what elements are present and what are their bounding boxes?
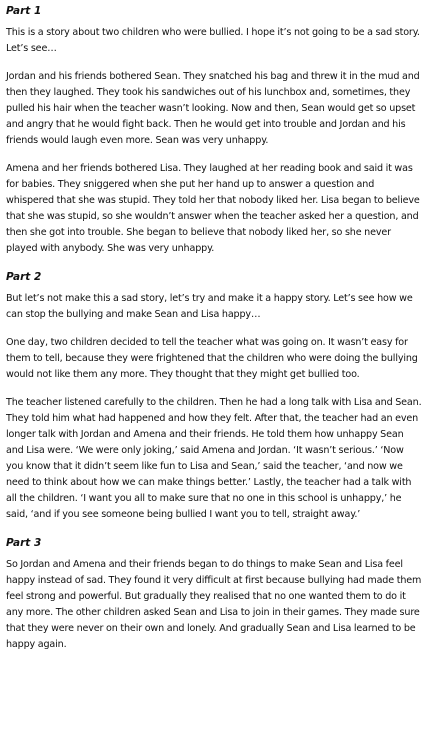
part-1-heading: Part 1 xyxy=(6,5,42,17)
part-3-paragraph-ending: So Jordan and Amena and their friends began to do things to make Sean and Lisa feel happy instead of sad. They found it very difficult at first because bullying had made them feel strong and powerful. But gradually they realised that no one wanted them to do it any more. The other children asked Sean and Lisa to join in their games. They made sure that they were never on their own and lonely. And gradually Sean and Lisa learned to be happy again. xyxy=(6,559,422,650)
part-2-heading: Part 2 xyxy=(6,271,42,283)
part-2-paragraph-tell-teacher: One day, two children decided to tell the teacher what was going on. It wasn’t easy for them to tell, because they were frightened that the children who were doing the bullying would not like them any more. They thought that they might get bullied too. xyxy=(6,337,418,380)
part-1-paragraph-intro: This is a story about two children who were bullied. I hope it’s not going to be a sad story. Let’s see… xyxy=(6,27,420,54)
part-3-heading: Part 3 xyxy=(6,537,42,549)
part-1-paragraph-lisa: Amena and her friends bothered Lisa. They laughed at her reading book and said it was for babies. They sniggered when she put her hand up to answer a question and whispered that she was stupid. They told her that nobody liked her. Lisa began to believe that she was stupid, so she wouldn’t answer when the teacher asked her a question, and then she got into trouble. She began to believe that nobody liked her, so she never played with anybody. She was very unhappy. xyxy=(6,163,420,254)
part-2-paragraph-teacher-talk: The teacher listened carefully to the children. Then he had a long talk with Lisa and Sean. They told him what had happened and how they felt. After that, the teacher had an even longer talk with Jordan and Amena and their friends. He told them how unhappy Sean and Lisa were. ‘We were only joking,’ said Amena and Jordan. ‘It wasn’t serious.’ ‘Now you know that it didn’t seem like fun to Lisa and Sean,’ said the teacher, ‘and now we need to think about how we can make things better.’ Lastly, the teacher had a talk with all the children. ‘I want you all to make sure that no one in this school is unhappy,’ he said, ‘and if you see someone being bullied I want you to tell, straight away.’ xyxy=(6,397,422,520)
part-1-paragraph-sean: Jordan and his friends bothered Sean. They snatched his bag and threw it in the mud and then they laughed. They took his sandwiches out of his lunchbox and, sometimes, they pulled his hair when the teacher wasn’t looking. Now and then, Sean would get so upset and angry that he would fight back. Then he would get into trouble and Jordan and his friends would laugh even more. Sean was very unhappy. xyxy=(6,71,420,146)
part-2-paragraph-intro: But let’s not make this a sad story, let’s try and make it a happy story. Let’s see how we can stop the bullying and make Sean and Lisa happy… xyxy=(6,293,413,320)
